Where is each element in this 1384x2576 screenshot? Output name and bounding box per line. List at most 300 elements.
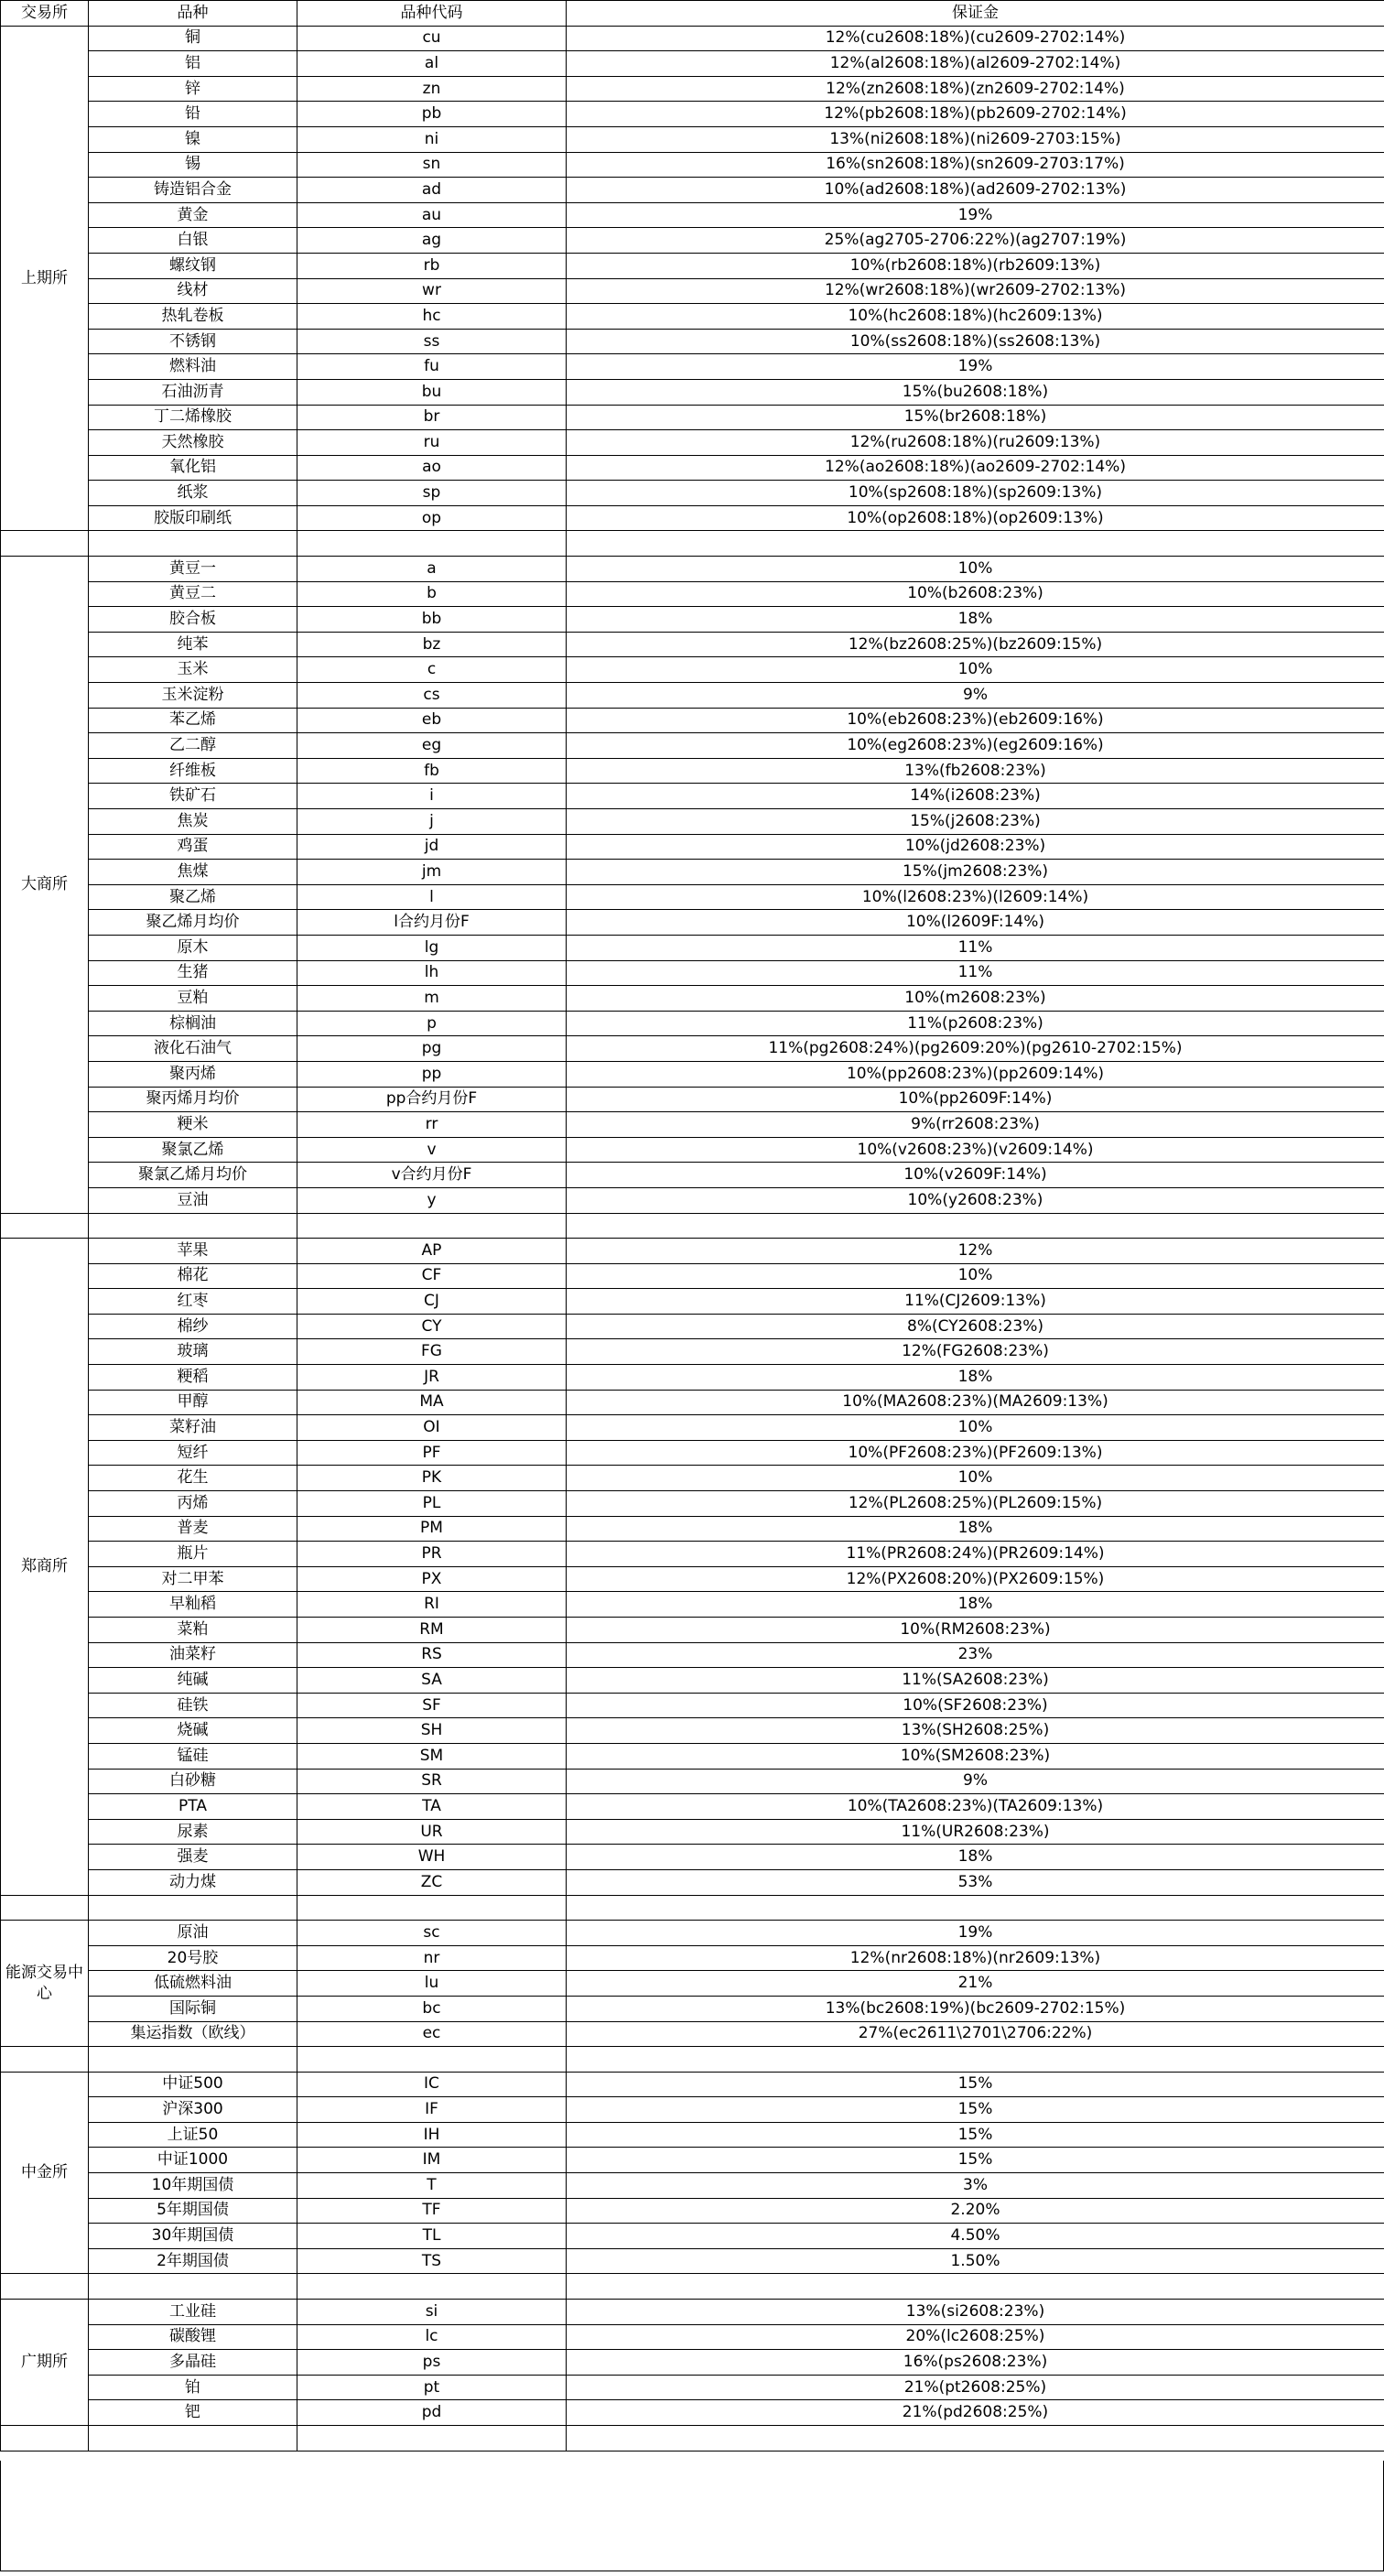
table-row — [1, 1718, 1384, 1744]
margin-cell: 11%(p2608:23%) — [567, 1011, 1384, 1036]
margin-cell: 15%(j2608:23%) — [567, 809, 1384, 835]
header-code: 品种代码 — [297, 1, 567, 27]
table-row — [1, 1668, 1384, 1694]
table-row — [1, 1289, 1384, 1315]
code-cell: b — [297, 581, 567, 607]
margin-cell: 10%(l2608:23%)(l2609:14%) — [567, 884, 1384, 910]
code-cell: cs — [297, 683, 567, 709]
variety-cell: 锰硅 — [89, 1743, 297, 1769]
code-cell: OI — [297, 1415, 567, 1441]
table-row — [1, 253, 1384, 278]
exchange-cell: 大商所 — [1, 557, 89, 1213]
variety-cell: 原木 — [89, 935, 297, 960]
table-row — [1, 1491, 1384, 1517]
table-row — [1, 1693, 1384, 1718]
margin-cell: 12%(al2608:18%)(al2609-2702:14%) — [567, 51, 1384, 77]
code-cell: bz — [297, 632, 567, 657]
variety-cell: 对二甲苯 — [89, 1566, 297, 1592]
code-cell: m — [297, 986, 567, 1012]
table-row — [1, 607, 1384, 633]
blank-cell — [567, 2047, 1384, 2073]
variety-cell: 烧碱 — [89, 1718, 297, 1744]
variety-cell: 胶版印刷纸 — [89, 505, 297, 531]
exchange-cell: 广期所 — [1, 2300, 89, 2426]
blank-cell — [297, 531, 567, 557]
table-row — [1, 329, 1384, 354]
code-cell: IH — [297, 2122, 567, 2148]
blank-cell — [1, 531, 89, 557]
margin-cell: 9%(rr2608:23%) — [567, 1112, 1384, 1138]
margin-cell: 10%(SM2608:23%) — [567, 1743, 1384, 1769]
code-cell: rr — [297, 1112, 567, 1138]
margin-cell: 20%(lc2608:25%) — [567, 2324, 1384, 2350]
margin-cell: 15%(jm2608:23%) — [567, 860, 1384, 885]
table-row — [1, 455, 1384, 481]
blank-cell — [1, 2274, 89, 2300]
table-row — [1, 834, 1384, 860]
variety-cell: 菜籽油 — [89, 1415, 297, 1441]
code-cell: bc — [297, 1996, 567, 2021]
table-row — [1, 1112, 1384, 1138]
table-row — [1, 1542, 1384, 1567]
variety-cell: 丁二烯橡胶 — [89, 405, 297, 430]
margin-cell: 10%(jd2608:23%) — [567, 834, 1384, 860]
variety-cell: 铜 — [89, 26, 297, 51]
code-cell: bb — [297, 607, 567, 633]
code-cell: al — [297, 51, 567, 77]
margin-cell: 15% — [567, 2122, 1384, 2148]
table-row — [1, 51, 1384, 77]
code-cell: TF — [297, 2198, 567, 2224]
table-row — [1, 202, 1384, 228]
table-row — [1, 1516, 1384, 1542]
variety-cell: 黄金 — [89, 202, 297, 228]
code-cell: ec — [297, 2021, 567, 2047]
code-cell: y — [297, 1187, 567, 1213]
code-cell: CJ — [297, 1289, 567, 1315]
code-cell: PF — [297, 1440, 567, 1466]
code-cell: SR — [297, 1769, 567, 1794]
table-row — [1, 2300, 1384, 2325]
blank-cell — [1, 1895, 89, 1921]
variety-cell: 螺纹钢 — [89, 253, 297, 278]
code-cell: pt — [297, 2375, 567, 2400]
margin-cell: 10%(ss2608:18%)(ss2608:13%) — [567, 329, 1384, 354]
code-cell: wr — [297, 278, 567, 304]
code-cell: RS — [297, 1642, 567, 1668]
variety-cell: 30年期国债 — [89, 2224, 297, 2249]
table-row — [1, 1794, 1384, 1820]
table-row — [1, 860, 1384, 885]
margin-cell: 10%(l2609F:14%) — [567, 910, 1384, 936]
variety-cell: 棕榈油 — [89, 1011, 297, 1036]
table-row — [1, 557, 1384, 582]
code-cell: UR — [297, 1819, 567, 1845]
header-row — [1, 1, 1384, 27]
table-row — [1, 505, 1384, 531]
table-row — [1, 1642, 1384, 1668]
margin-cell: 10% — [567, 1466, 1384, 1491]
blank-cell — [297, 2274, 567, 2300]
separator-row — [1, 1213, 1384, 1239]
variety-cell: 玉米淀粉 — [89, 683, 297, 709]
table-row — [1, 2224, 1384, 2249]
table-row — [1, 960, 1384, 986]
variety-cell: 玉米 — [89, 657, 297, 683]
blank-cell — [89, 1895, 297, 1921]
code-cell: FG — [297, 1339, 567, 1365]
table-row — [1, 481, 1384, 506]
variety-cell: 聚丙烯月均价 — [89, 1087, 297, 1112]
margin-cell: 21%(pt2608:25%) — [567, 2375, 1384, 2400]
margin-cell: 15%(br2608:18%) — [567, 405, 1384, 430]
variety-cell: 粳米 — [89, 1112, 297, 1138]
blank-cell — [297, 2426, 567, 2452]
margin-cell: 10%(sp2608:18%)(sp2609:13%) — [567, 481, 1384, 506]
blank-cell — [567, 2426, 1384, 2452]
margin-cell: 1.50% — [567, 2248, 1384, 2274]
code-cell: ru — [297, 430, 567, 456]
variety-cell: 甲醇 — [89, 1390, 297, 1415]
margin-cell: 2.20% — [567, 2198, 1384, 2224]
variety-cell: 20号胶 — [89, 1945, 297, 1971]
margin-cell: 23% — [567, 1642, 1384, 1668]
variety-cell: 纯碱 — [89, 1668, 297, 1694]
variety-cell: 瓶片 — [89, 1542, 297, 1567]
table-row — [1, 76, 1384, 102]
code-cell: sc — [297, 1921, 567, 1946]
margin-cell: 10%(TA2608:23%)(TA2609:13%) — [567, 1794, 1384, 1820]
variety-cell: 上证50 — [89, 2122, 297, 2148]
margin-cell: 15% — [567, 2072, 1384, 2097]
variety-cell: 焦煤 — [89, 860, 297, 885]
code-cell: br — [297, 405, 567, 430]
margin-cell: 19% — [567, 1921, 1384, 1946]
margin-cell: 12%(nr2608:18%)(nr2609:13%) — [567, 1945, 1384, 1971]
margin-cell: 12%(zn2608:18%)(zn2609-2702:14%) — [567, 76, 1384, 102]
code-cell: pp — [297, 1061, 567, 1087]
margin-cell: 15% — [567, 2097, 1384, 2123]
variety-cell: 天然橡胶 — [89, 430, 297, 456]
code-cell: PX — [297, 1566, 567, 1592]
variety-cell: 热轧卷板 — [89, 304, 297, 330]
variety-cell: 沪深300 — [89, 2097, 297, 2123]
code-cell: PR — [297, 1542, 567, 1567]
variety-cell: 国际铜 — [89, 1996, 297, 2021]
code-cell: l — [297, 884, 567, 910]
variety-cell: 苯乙烯 — [89, 708, 297, 733]
table-row — [1, 126, 1384, 152]
code-cell: CF — [297, 1263, 567, 1289]
code-cell: JR — [297, 1365, 567, 1391]
code-cell: ZC — [297, 1869, 567, 1895]
code-cell: fu — [297, 354, 567, 380]
variety-cell: 棉纱 — [89, 1314, 297, 1339]
table-row — [1, 26, 1384, 51]
blank-cell — [567, 2274, 1384, 2300]
code-cell: eb — [297, 708, 567, 733]
variety-cell: 苹果 — [89, 1239, 297, 1264]
table-row — [1, 228, 1384, 254]
code-cell: AP — [297, 1239, 567, 1264]
margin-cell: 21%(pd2608:25%) — [567, 2400, 1384, 2426]
variety-cell: 黄豆一 — [89, 557, 297, 582]
blank-cell — [567, 1895, 1384, 1921]
separator-row — [1, 2274, 1384, 2300]
table-row — [1, 354, 1384, 380]
margin-cell: 10%(RM2608:23%) — [567, 1618, 1384, 1643]
variety-cell: 5年期国债 — [89, 2198, 297, 2224]
table-row — [1, 304, 1384, 330]
blank-cell — [1, 2047, 89, 2073]
margin-cell: 10% — [567, 1415, 1384, 1441]
code-cell: pg — [297, 1036, 567, 1062]
variety-cell: 动力煤 — [89, 1869, 297, 1895]
code-cell: ad — [297, 178, 567, 203]
code-cell: v — [297, 1137, 567, 1163]
table-row — [1, 102, 1384, 127]
exchange-cell: 郑商所 — [1, 1239, 89, 1895]
variety-cell: 聚氯乙烯月均价 — [89, 1163, 297, 1188]
margin-cell: 11%(CJ2609:13%) — [567, 1289, 1384, 1315]
table-row — [1, 784, 1384, 809]
table-row — [1, 2375, 1384, 2400]
code-cell: lg — [297, 935, 567, 960]
variety-cell: 原油 — [89, 1921, 297, 1946]
table-row — [1, 1869, 1384, 1895]
exchange-cell: 上期所 — [1, 26, 89, 531]
table-row — [1, 1440, 1384, 1466]
margin-cell: 13%(si2608:23%) — [567, 2300, 1384, 2325]
margin-cell: 18% — [567, 1845, 1384, 1870]
blank-cell — [89, 2274, 297, 2300]
table-row — [1, 1971, 1384, 1997]
table-row — [1, 2324, 1384, 2350]
code-cell: cu — [297, 26, 567, 51]
margin-cell: 15%(bu2608:18%) — [567, 379, 1384, 405]
code-cell: sp — [297, 481, 567, 506]
margin-cell: 12%(bz2608:25%)(bz2609:15%) — [567, 632, 1384, 657]
code-cell: TA — [297, 1794, 567, 1820]
margin-cell: 10%(v2608:23%)(v2609:14%) — [567, 1137, 1384, 1163]
table-row — [1, 1996, 1384, 2021]
code-cell: jm — [297, 860, 567, 885]
margin-cell: 12%(PX2608:20%)(PX2609:15%) — [567, 1566, 1384, 1592]
code-cell: fb — [297, 758, 567, 784]
margin-cell: 16%(sn2608:18%)(sn2609-2703:17%) — [567, 152, 1384, 178]
margin-cell: 8%(CY2608:23%) — [567, 1314, 1384, 1339]
variety-cell: 尿素 — [89, 1819, 297, 1845]
variety-cell: 菜粕 — [89, 1618, 297, 1643]
margin-cell: 10%(pp2608:23%)(pp2609:14%) — [567, 1061, 1384, 1087]
margin-cell: 25%(ag2705-2706:22%)(ag2707:19%) — [567, 228, 1384, 254]
variety-cell: 中证1000 — [89, 2148, 297, 2173]
blank-cell — [89, 1213, 297, 1239]
table-row — [1, 708, 1384, 733]
variety-cell: 聚氯乙烯 — [89, 1137, 297, 1163]
variety-cell: 聚丙烯 — [89, 1061, 297, 1087]
table-row — [1, 2198, 1384, 2224]
code-cell: jd — [297, 834, 567, 860]
code-cell: MA — [297, 1390, 567, 1415]
variety-cell: 短纤 — [89, 1440, 297, 1466]
variety-cell: 油菜籽 — [89, 1642, 297, 1668]
margin-cell: 9% — [567, 1769, 1384, 1794]
code-cell: SF — [297, 1693, 567, 1718]
margin-cell: 12% — [567, 1239, 1384, 1264]
table-row — [1, 1314, 1384, 1339]
blank-cell — [1, 1213, 89, 1239]
margin-cell: 13%(fb2608:23%) — [567, 758, 1384, 784]
margin-cell: 12%(FG2608:23%) — [567, 1339, 1384, 1365]
variety-cell: 纸浆 — [89, 481, 297, 506]
margin-cell: 21% — [567, 1971, 1384, 1997]
margin-cell: 13%(ni2608:18%)(ni2609-2703:15%) — [567, 126, 1384, 152]
margin-cell: 14%(i2608:23%) — [567, 784, 1384, 809]
margin-cell: 19% — [567, 354, 1384, 380]
blank-cell — [567, 531, 1384, 557]
margin-cell: 10%(b2608:23%) — [567, 581, 1384, 607]
table-row — [1, 986, 1384, 1012]
table-row — [1, 178, 1384, 203]
variety-cell: 豆油 — [89, 1187, 297, 1213]
variety-cell: 锌 — [89, 76, 297, 102]
variety-cell: 聚乙烯月均价 — [89, 910, 297, 936]
variety-cell: 碳酸锂 — [89, 2324, 297, 2350]
variety-cell: 石油沥青 — [89, 379, 297, 405]
code-cell: SM — [297, 1743, 567, 1769]
variety-cell: 纤维板 — [89, 758, 297, 784]
table-row — [1, 1163, 1384, 1188]
margin-cell: 12%(PL2608:25%)(PL2609:15%) — [567, 1491, 1384, 1517]
code-cell: IF — [297, 2097, 567, 2123]
table-row — [1, 379, 1384, 405]
table-row — [1, 278, 1384, 304]
blank-cell — [89, 531, 297, 557]
blank-cell — [1, 2426, 89, 2452]
variety-cell: 铝 — [89, 51, 297, 77]
variety-cell: 中证500 — [89, 2072, 297, 2097]
table-row — [1, 1087, 1384, 1112]
variety-cell: 聚乙烯 — [89, 884, 297, 910]
variety-cell: 钯 — [89, 2400, 297, 2426]
table-row — [1, 1592, 1384, 1618]
code-cell: PK — [297, 1466, 567, 1491]
table-row — [1, 632, 1384, 657]
code-cell: eg — [297, 733, 567, 759]
variety-cell: 液化石油气 — [89, 1036, 297, 1062]
table-row — [1, 910, 1384, 936]
separator-row — [1, 2047, 1384, 2073]
margin-cell: 3% — [567, 2173, 1384, 2199]
table-row — [1, 1921, 1384, 1946]
margin-cell: 13%(SH2608:25%) — [567, 1718, 1384, 1744]
table-row — [1, 1137, 1384, 1163]
table-row — [1, 733, 1384, 759]
variety-cell: 普麦 — [89, 1516, 297, 1542]
variety-cell: 线材 — [89, 278, 297, 304]
margin-cell: 10%(ad2608:18%)(ad2609-2702:13%) — [567, 178, 1384, 203]
blank-cell — [297, 2047, 567, 2073]
code-cell: rb — [297, 253, 567, 278]
margin-cell: 11%(SA2608:23%) — [567, 1668, 1384, 1694]
code-cell: lc — [297, 2324, 567, 2350]
table-row — [1, 1415, 1384, 1441]
variety-cell: 早籼稻 — [89, 1592, 297, 1618]
table-row — [1, 683, 1384, 709]
margin-cell: 19% — [567, 202, 1384, 228]
margin-cell: 11%(PR2608:24%)(PR2609:14%) — [567, 1542, 1384, 1567]
variety-cell: 镍 — [89, 126, 297, 152]
variety-cell: 铁矿石 — [89, 784, 297, 809]
code-cell: au — [297, 202, 567, 228]
margin-cell: 18% — [567, 1592, 1384, 1618]
margin-cell: 10%(SF2608:23%) — [567, 1693, 1384, 1718]
empty-trailing-area — [0, 2461, 1384, 2571]
code-cell: hc — [297, 304, 567, 330]
code-cell: SA — [297, 1668, 567, 1694]
table-row — [1, 430, 1384, 456]
margin-cell: 12%(ao2608:18%)(ao2609-2702:14%) — [567, 455, 1384, 481]
code-cell: pp合约月份F — [297, 1087, 567, 1112]
code-cell: pd — [297, 2400, 567, 2426]
code-cell: p — [297, 1011, 567, 1036]
code-cell: op — [297, 505, 567, 531]
code-cell: PM — [297, 1516, 567, 1542]
table-row — [1, 1845, 1384, 1870]
margin-cell: 12%(wr2608:18%)(wr2609-2702:13%) — [567, 278, 1384, 304]
variety-cell: 白砂糖 — [89, 1769, 297, 1794]
variety-cell: 强麦 — [89, 1845, 297, 1870]
variety-cell: 红枣 — [89, 1289, 297, 1315]
variety-cell: 铂 — [89, 2375, 297, 2400]
margin-cell: 11%(UR2608:23%) — [567, 1819, 1384, 1845]
code-cell: i — [297, 784, 567, 809]
margin-cell: 10%(hc2608:18%)(hc2609:13%) — [567, 304, 1384, 330]
margin-cell: 12%(cu2608:18%)(cu2609-2702:14%) — [567, 26, 1384, 51]
table-row — [1, 2072, 1384, 2097]
code-cell: WH — [297, 1845, 567, 1870]
margin-cell: 9% — [567, 683, 1384, 709]
table-row — [1, 2350, 1384, 2376]
code-cell: PL — [297, 1491, 567, 1517]
margin-cell: 10%(rb2608:18%)(rb2609:13%) — [567, 253, 1384, 278]
table-row — [1, 935, 1384, 960]
table-row — [1, 1036, 1384, 1062]
code-cell: RI — [297, 1592, 567, 1618]
margin-cell: 10% — [567, 1263, 1384, 1289]
variety-cell: 鸡蛋 — [89, 834, 297, 860]
variety-cell: 氧化铝 — [89, 455, 297, 481]
blank-cell — [89, 2426, 297, 2452]
variety-cell: 生猪 — [89, 960, 297, 986]
variety-cell: 铅 — [89, 102, 297, 127]
table-row — [1, 1263, 1384, 1289]
margin-cell: 10%(eg2608:23%)(eg2609:16%) — [567, 733, 1384, 759]
table-row — [1, 1819, 1384, 1845]
table-row — [1, 1339, 1384, 1365]
code-cell: si — [297, 2300, 567, 2325]
table-row — [1, 1769, 1384, 1794]
separator-row — [1, 1895, 1384, 1921]
table-row — [1, 1365, 1384, 1391]
margin-cell: 53% — [567, 1869, 1384, 1895]
table-row — [1, 1743, 1384, 1769]
variety-cell: PTA — [89, 1794, 297, 1820]
table-row — [1, 405, 1384, 430]
variety-cell: 硅铁 — [89, 1693, 297, 1718]
margin-cell: 10%(eb2608:23%)(eb2609:16%) — [567, 708, 1384, 733]
